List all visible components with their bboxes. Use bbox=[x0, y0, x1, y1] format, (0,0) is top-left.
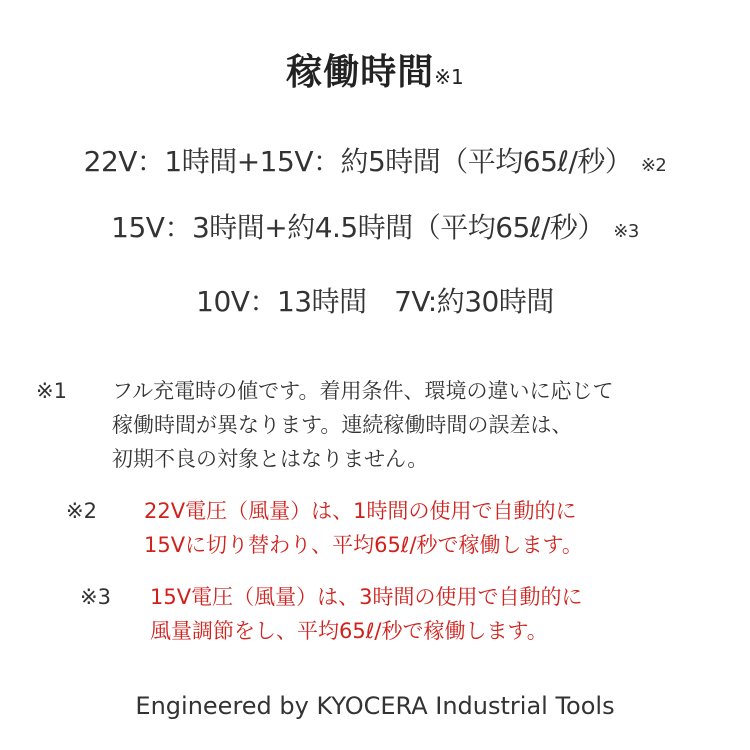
footnote-text: フル充電時の値です。着用条件、環境の違いに応じて bbox=[112, 379, 614, 403]
footnote-text: 風量調節をし、平均65ℓ/秒で稼働します。 bbox=[150, 619, 548, 643]
page-title bbox=[0, 44, 750, 95]
spec-footnote-mark: ※3 bbox=[613, 221, 639, 242]
footnote-label: ※2 bbox=[66, 499, 97, 523]
footnote-label: ※3 bbox=[80, 585, 111, 609]
footnote-1 bbox=[36, 374, 613, 476]
footnote-text: 22V電圧（風量）は、1時間の使用で自動的に bbox=[144, 499, 577, 523]
footnote-text: 15V電圧（風量）は、3時間の使用で自動的に bbox=[150, 585, 583, 609]
title-text: 稼働時間 bbox=[286, 52, 435, 93]
spec-text: 10V：13時間 7V:約30時間 bbox=[196, 285, 554, 318]
spec-text: 22V：1時間+15V：約5時間（平均65ℓ/秒） bbox=[83, 145, 633, 178]
spec-line-10v-7v bbox=[0, 280, 750, 320]
footnote-2 bbox=[66, 494, 583, 562]
spec-line-15v bbox=[0, 206, 750, 246]
spec-text: 15V：3時間+約4.5時間（平均65ℓ/秒） bbox=[111, 211, 605, 244]
title-footnote-mark: ※1 bbox=[434, 65, 464, 89]
spec-footnote-mark: ※2 bbox=[640, 155, 667, 176]
brand-footer: Engineered by KYOCERA Industrial Tools bbox=[135, 692, 615, 720]
footnote-label: ※1 bbox=[36, 379, 67, 403]
footnote-3 bbox=[80, 580, 582, 648]
footnote-text: 初期不良の対象とはなりません。 bbox=[112, 447, 429, 471]
footnote-text: 稼働時間が異なります。連続稼働時間の誤差は、 bbox=[112, 413, 573, 437]
footnote-text: 15Vに切り替わり、平均65ℓ/秒で稼働します。 bbox=[144, 533, 583, 557]
spec-line-22v bbox=[0, 140, 750, 180]
